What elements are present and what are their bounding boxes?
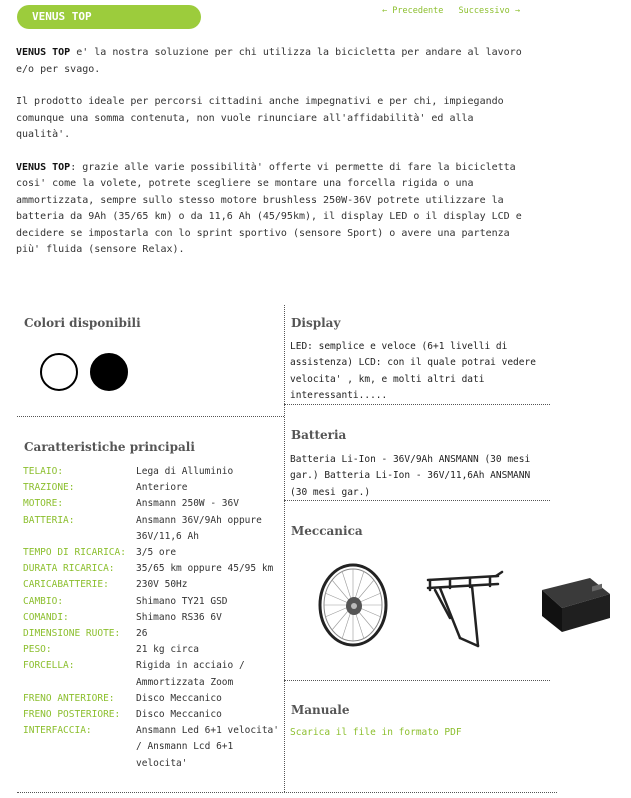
spec-row bbox=[23, 626, 286, 642]
spec-row bbox=[23, 658, 286, 690]
intro-text-3: : grazie alle varie possibilità' offerte vi permette di fare la bicicletta cosi' come la volete, potrete scegliere se montare una forcella rigida o una ammortizzata, sempre sullo stesso motore brushless 250W-36V potrete utilizzare la batteria da 9Ah (35/65 km) o da 11,6 Ah (45/95km), il display LED o il display LCD e decidere se impostarla con lo sprint sportivo (sensore Sport) o avere una partenza più' fluida (sensore Relax). bbox=[16, 161, 522, 255]
divider bbox=[284, 680, 550, 681]
spec-key: CARICABATTERIE: bbox=[23, 579, 109, 591]
spec-value: Ansmann 36V/9Ah oppure 36V/11,6 Ah bbox=[136, 514, 262, 542]
spec-key: FRENO ANTERIORE: bbox=[23, 692, 115, 704]
spec-row bbox=[23, 691, 286, 707]
spec-row bbox=[23, 642, 286, 658]
spec-row bbox=[23, 513, 286, 545]
mechanics-title: Meccanica bbox=[291, 524, 363, 538]
spec-value: Lega di Alluminio bbox=[136, 466, 234, 477]
product-name: VENUS TOP bbox=[16, 47, 71, 58]
download-pdf-link[interactable]: Scarica il file in formato PDF bbox=[290, 727, 462, 738]
intro-text-1: e' la nostra soluzione per chi utilizza la bicicletta per andare al lavoro e/o per svago. bbox=[16, 47, 522, 75]
rear-rack-image bbox=[410, 558, 530, 658]
product-description bbox=[16, 45, 526, 275]
spec-value: Ansmann Led 6+1 velocita' / Ansmann Lcd 6+1 velocita' bbox=[136, 725, 279, 769]
spec-row bbox=[23, 561, 286, 577]
spec-value: 35/65 km oppure 45/95 km bbox=[136, 563, 274, 575]
spec-row bbox=[23, 707, 286, 723]
spec-value: 3/5 ore bbox=[136, 547, 177, 559]
intro-paragraph-1 bbox=[16, 45, 526, 78]
spec-row bbox=[23, 545, 286, 561]
previous-link[interactable]: ← Precedente bbox=[382, 6, 444, 16]
battery-text: Batteria Li-Ion - 36V/9Ah ANSMANN (30 mesi gar.) Batteria Li-Ion - 36V/11,6Ah ANSMANN (30 mesi gar.) bbox=[290, 454, 531, 498]
divider bbox=[17, 792, 557, 793]
spec-key: MOTORE: bbox=[23, 498, 64, 510]
spec-row bbox=[23, 496, 286, 512]
colors-title: Colori disponibili bbox=[24, 316, 141, 330]
spec-key: INTERFACCIA: bbox=[23, 725, 92, 737]
spec-key: TRAZIONE: bbox=[23, 482, 75, 494]
page-title: VENUS TOP bbox=[17, 5, 201, 29]
spec-value: Disco Meccanico bbox=[136, 709, 222, 721]
intro-paragraph-2: Il prodotto ideale per percorsi cittadini anche impegnativi e per chi, impiegando comunque una somma contenuta, non vuole rinunciare all'affidabilità' ed alla qualità'. bbox=[16, 96, 504, 140]
spec-value: Shimano TY21 GSD bbox=[136, 595, 228, 607]
product-name: VENUS TOP bbox=[16, 161, 71, 173]
spec-key: DURATA RICARICA: bbox=[23, 563, 115, 575]
spec-value: Anteriore bbox=[136, 482, 188, 494]
spec-row bbox=[23, 594, 286, 610]
spec-row bbox=[23, 464, 286, 480]
spec-row bbox=[23, 723, 286, 772]
spec-value: 21 kg circa bbox=[136, 644, 199, 656]
spec-value: 230V 50Hz bbox=[136, 579, 188, 591]
post-navigation bbox=[382, 6, 530, 16]
spec-row bbox=[23, 480, 286, 496]
spec-key: BATTERIA: bbox=[23, 514, 75, 526]
specs-table bbox=[23, 464, 286, 772]
display-title: Display bbox=[291, 316, 341, 330]
display-text: LED: semplice e veloce (6+1 livelli di assistenza) LCD: con il quale potrai vedere velocita' , km, e molti altri dati interessanti..... bbox=[290, 341, 536, 401]
color-swatch-white[interactable] bbox=[40, 353, 78, 391]
spec-value: Ansmann 250W - 36V bbox=[136, 498, 239, 510]
spec-key: DIMENSIONE RUOTE: bbox=[23, 628, 121, 640]
intro-paragraph-3 bbox=[16, 160, 526, 259]
spec-value: Shimano RS36 6V bbox=[136, 611, 222, 623]
color-swatch-black[interactable] bbox=[90, 353, 128, 391]
divider bbox=[17, 416, 284, 417]
next-link[interactable]: Successivo → bbox=[458, 6, 520, 16]
manual-title: Manuale bbox=[291, 703, 350, 717]
spec-row bbox=[23, 610, 286, 626]
spec-value: 26 bbox=[136, 628, 148, 640]
spec-key: FRENO POSTERIORE: bbox=[23, 709, 121, 721]
spec-key: FORCELLA: bbox=[23, 660, 75, 672]
battery-title: Batteria bbox=[291, 428, 347, 442]
battery-pack-image bbox=[534, 572, 614, 640]
spec-value: Rigida in acciaio / Ammortizzata Zoom bbox=[136, 660, 245, 688]
wheel-image bbox=[310, 560, 398, 650]
spec-row bbox=[23, 577, 286, 593]
spec-value: Disco Meccanico bbox=[136, 692, 222, 704]
spec-key: PESO: bbox=[23, 644, 52, 656]
specs-title: Caratteristiche principali bbox=[24, 440, 195, 454]
spec-key: CAMBIO: bbox=[23, 595, 64, 607]
spec-key: TELAIO: bbox=[23, 466, 64, 477]
spec-key: COMANDI: bbox=[23, 611, 69, 623]
spec-key: TEMPO DI RICARICA: bbox=[23, 547, 126, 559]
